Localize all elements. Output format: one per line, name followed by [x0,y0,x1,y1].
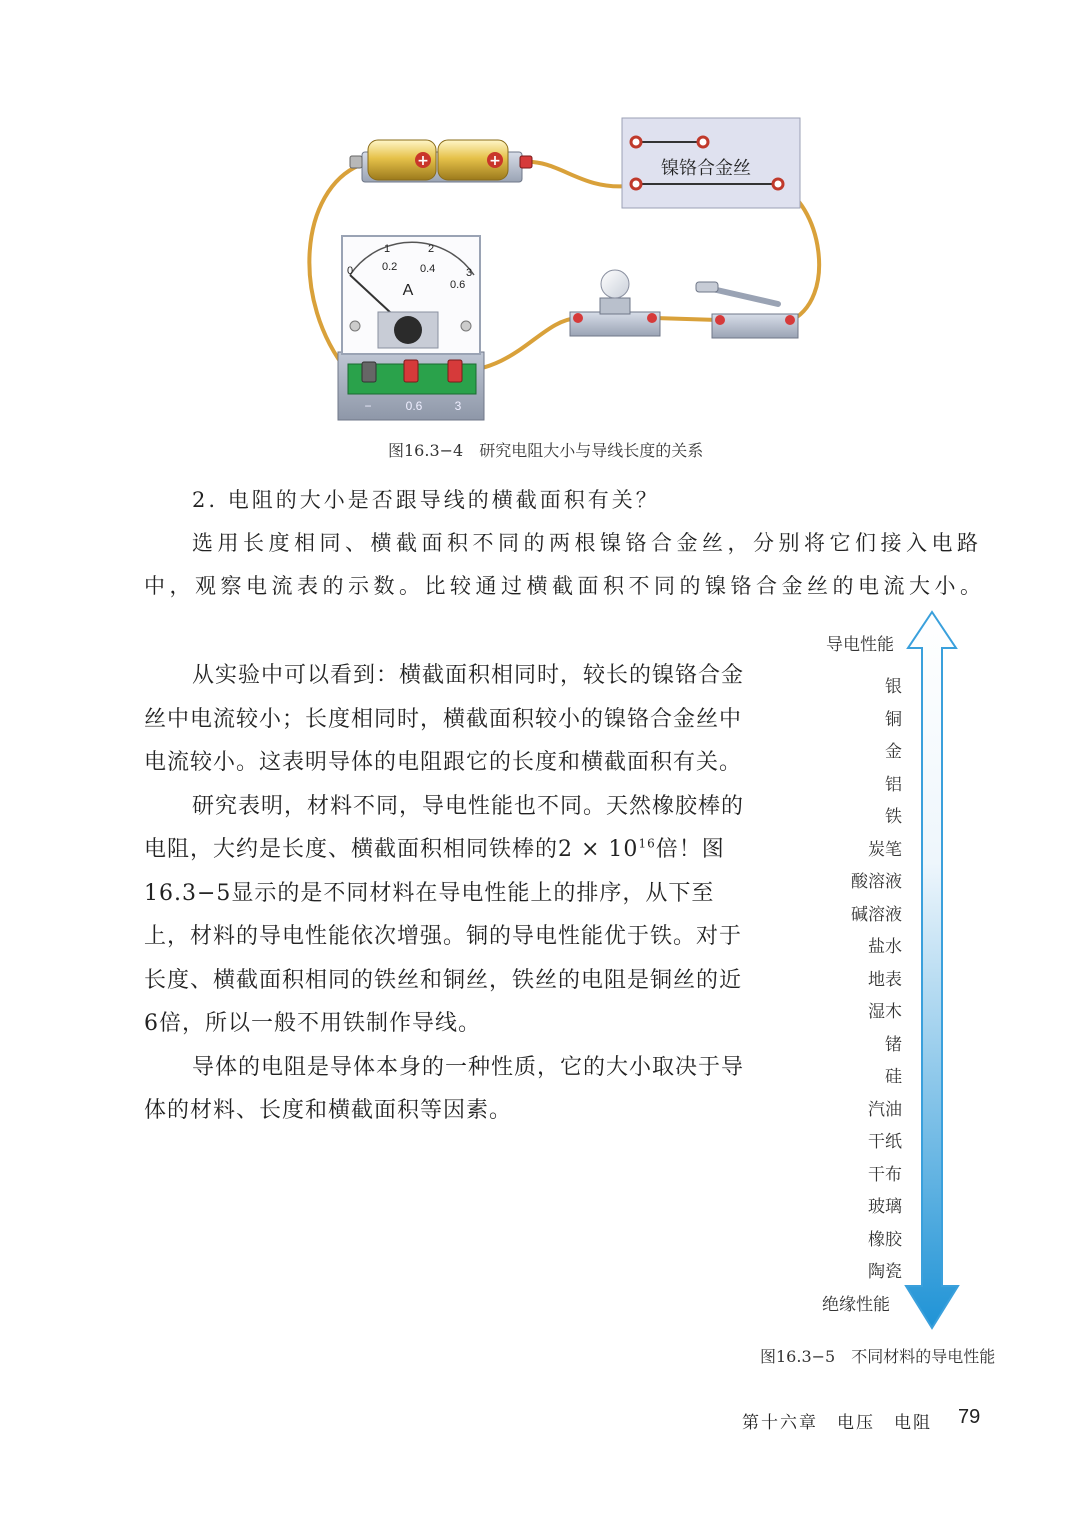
paragraph-1: 从实验中可以看到：横截面积相同时，较长的镍铬合金丝中电流较小；长度相同时，横截面积较小的镍铬合金丝中电流较小。这表明导体的电阻跟它的长度和横截面积有关。 [144,663,745,775]
question-line-2: 中，观察电流表的示数。比较通过横截面积不同的镍铬合金丝的电流大小。 [144,574,986,598]
board-label: 镍铬合金丝 [661,158,751,179]
material-11: 锗 [885,1035,902,1055]
meter-tick-2: 2 [428,243,435,255]
svg-text:+: + [417,153,429,169]
material-4: 铁 [885,807,902,827]
material-8: 盐水 [868,937,902,957]
meter-tick-02: 0.2 [382,261,398,273]
ammeter [338,236,484,420]
knife-switch [696,282,798,338]
material-17: 橡胶 [868,1230,902,1250]
figure2-caption: 图16.3−5 不同材料的导电性能 [760,1347,996,1366]
conductivity-arrow [900,606,970,1336]
material-9: 地表 [868,970,902,990]
chapter-title: 第十六章 电压 电阻 [742,1413,932,1433]
meter-tick-04: 0.4 [420,263,436,275]
question-title: 2. 电阻的大小是否跟导线的横截面积有关？ [192,488,660,512]
figure1-caption: 图16.3−4 研究电阻大小与导线长度的关系 [388,441,704,460]
material-6: 酸溶液 [851,872,902,892]
circuit-diagram [0,0,1080,440]
material-18: 陶瓷 [868,1262,902,1282]
battery-pack [350,140,532,182]
terminal-minus: − [364,399,372,413]
paragraph-2-part-1: 研究表明，材料不同，导电性能也不同。天然橡胶棒的电阻，大约是长度、横截面积相同铁棒的 [144,793,745,862]
paragraph-2 [144,785,744,1046]
light-bulb [570,270,660,336]
material-13: 汽油 [868,1100,902,1120]
material-12: 硅 [885,1067,902,1087]
svg-text:+: + [489,153,501,169]
formula-base: 2 × 10 [558,837,639,862]
formula-exponent: 16 [638,836,656,851]
paragraph-2-part-2: 倍！图16.3−5显示的是不同材料在导电性能上的排序，从下至上，材料的导电性能依次增强。铜的导电性能优于铁。对于长度、横截面积相同的铁丝和铜丝，铁丝的电阻是铜丝的近6倍，所以一般不用铁制作导线。 [144,837,743,1036]
meter-tick-1: 1 [384,243,391,255]
meter-unit: A [402,282,414,299]
meter-tick-0: 0 [347,265,354,277]
material-0: 银 [885,677,902,697]
page-number: 79 [958,1406,981,1428]
material-7: 碱溶液 [851,905,902,925]
material-3: 铝 [885,775,902,795]
paragraph-3: 导体的电阻是导体本身的一种性质，它的大小取决于导体的材料、长度和横截面积等因素。 [144,1054,745,1123]
material-2: 金 [885,742,902,762]
question-body [144,522,994,608]
material-15: 干布 [868,1165,902,1185]
meter-tick-3: 3 [466,267,473,279]
material-14: 干纸 [868,1132,902,1152]
meter-tick-06: 0.6 [450,279,466,291]
material-16: 玻璃 [868,1197,902,1217]
question-line-1: 选用长度相同、横截面积不同的两根镍铬合金丝，分别将它们接入电路 [192,531,983,555]
conductive-label: 导电性能 [826,635,894,655]
terminal-3: 3 [454,399,462,413]
terminal-06: 0.6 [405,399,423,413]
material-1: 铜 [885,710,902,730]
material-5: 炭笔 [868,840,902,860]
nichrome-board [622,118,800,208]
insulating-label: 绝缘性能 [822,1295,890,1315]
material-10: 湿木 [868,1002,902,1022]
main-text [144,654,744,1133]
